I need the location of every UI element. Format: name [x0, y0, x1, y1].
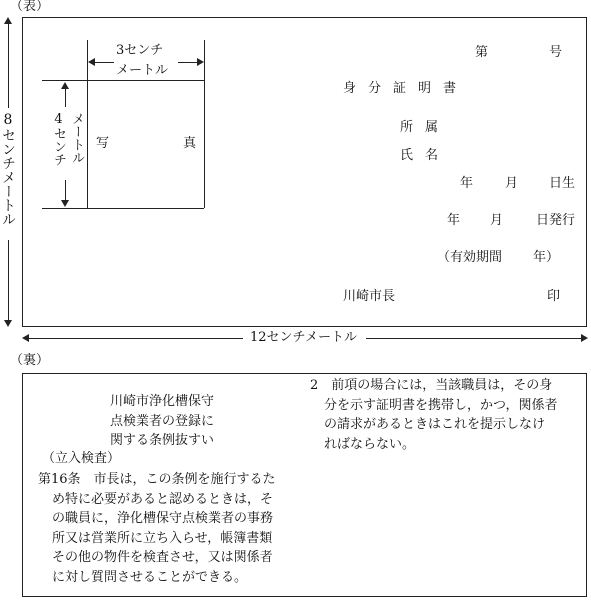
name-label: 氏名 [400, 148, 451, 163]
article-16-line: 所又は営業所に立ち入らせ，帳簿書類 [52, 530, 273, 546]
birth-day: 日生 [549, 176, 576, 191]
article-16-line: め特に必要があると認めるときは，そ [52, 491, 274, 507]
document-title: 身分証明書 [343, 81, 469, 96]
birth-month: 月 [505, 176, 519, 191]
paragraph-2-line: 2 前項の場合には，当該職員は，その身 [310, 378, 553, 393]
paragraph-2-line: ればならない。 [324, 436, 416, 452]
inspection-heading: （立入検査） [42, 451, 121, 466]
photo-width-label-1: 3センチ [116, 43, 164, 58]
photo-height-label-1: 4センチ [51, 112, 66, 166]
number-label-right: 号 [549, 45, 563, 60]
birth-year: 年 [460, 176, 474, 191]
paragraph-2-line: の請求があるときはこれを提示しなけ [324, 417, 546, 433]
article-16 [38, 470, 276, 588]
number-label-left: 第 [475, 45, 489, 60]
photo-width-label-2: メートル [116, 63, 169, 78]
ordinance-title-line: 川崎市浄化槽保守 [110, 394, 215, 409]
issuer-label: 川崎市長 [343, 289, 396, 304]
article-16-line: その他の物件を検査させ，又は関係者 [52, 550, 273, 566]
ordinance-title-line: 関する条例抜すい [110, 433, 215, 449]
validity-label: （有効期間 [437, 250, 503, 265]
height-dimension-label: 8センチメートル [0, 112, 16, 226]
validity-year: 年） [533, 250, 560, 265]
front-card [22, 17, 587, 327]
article-16-line: 第16条 市長は，この条例を施行するた [38, 472, 276, 487]
issue-year: 年 [447, 213, 461, 228]
front-side-label: （表） [10, 0, 50, 14]
ordinance-title-line: 点検業者の登録に [110, 413, 215, 429]
width-dimension-label: 12センチメートル [250, 330, 358, 345]
photo-height-label-2: メートル [69, 112, 84, 164]
affiliation-label: 所属 [400, 120, 451, 135]
paragraph-2 [310, 376, 557, 454]
back-side-label: （裏） [10, 353, 50, 368]
issue-day: 日発行 [536, 213, 576, 228]
seal-label: 印 [547, 289, 561, 304]
photo-label-right: 真 [183, 136, 197, 151]
article-16-line: に対し質問させることができる。 [52, 569, 248, 585]
issue-month: 月 [490, 213, 504, 228]
paragraph-2-line: 分を示す証明書を携帯し，かつ，関係者 [324, 397, 558, 413]
article-16-line: の職員に，浄化槽保守点検業者の事務 [52, 511, 274, 527]
ordinance-title [110, 392, 214, 451]
photo-label-left: 写 [96, 136, 110, 151]
